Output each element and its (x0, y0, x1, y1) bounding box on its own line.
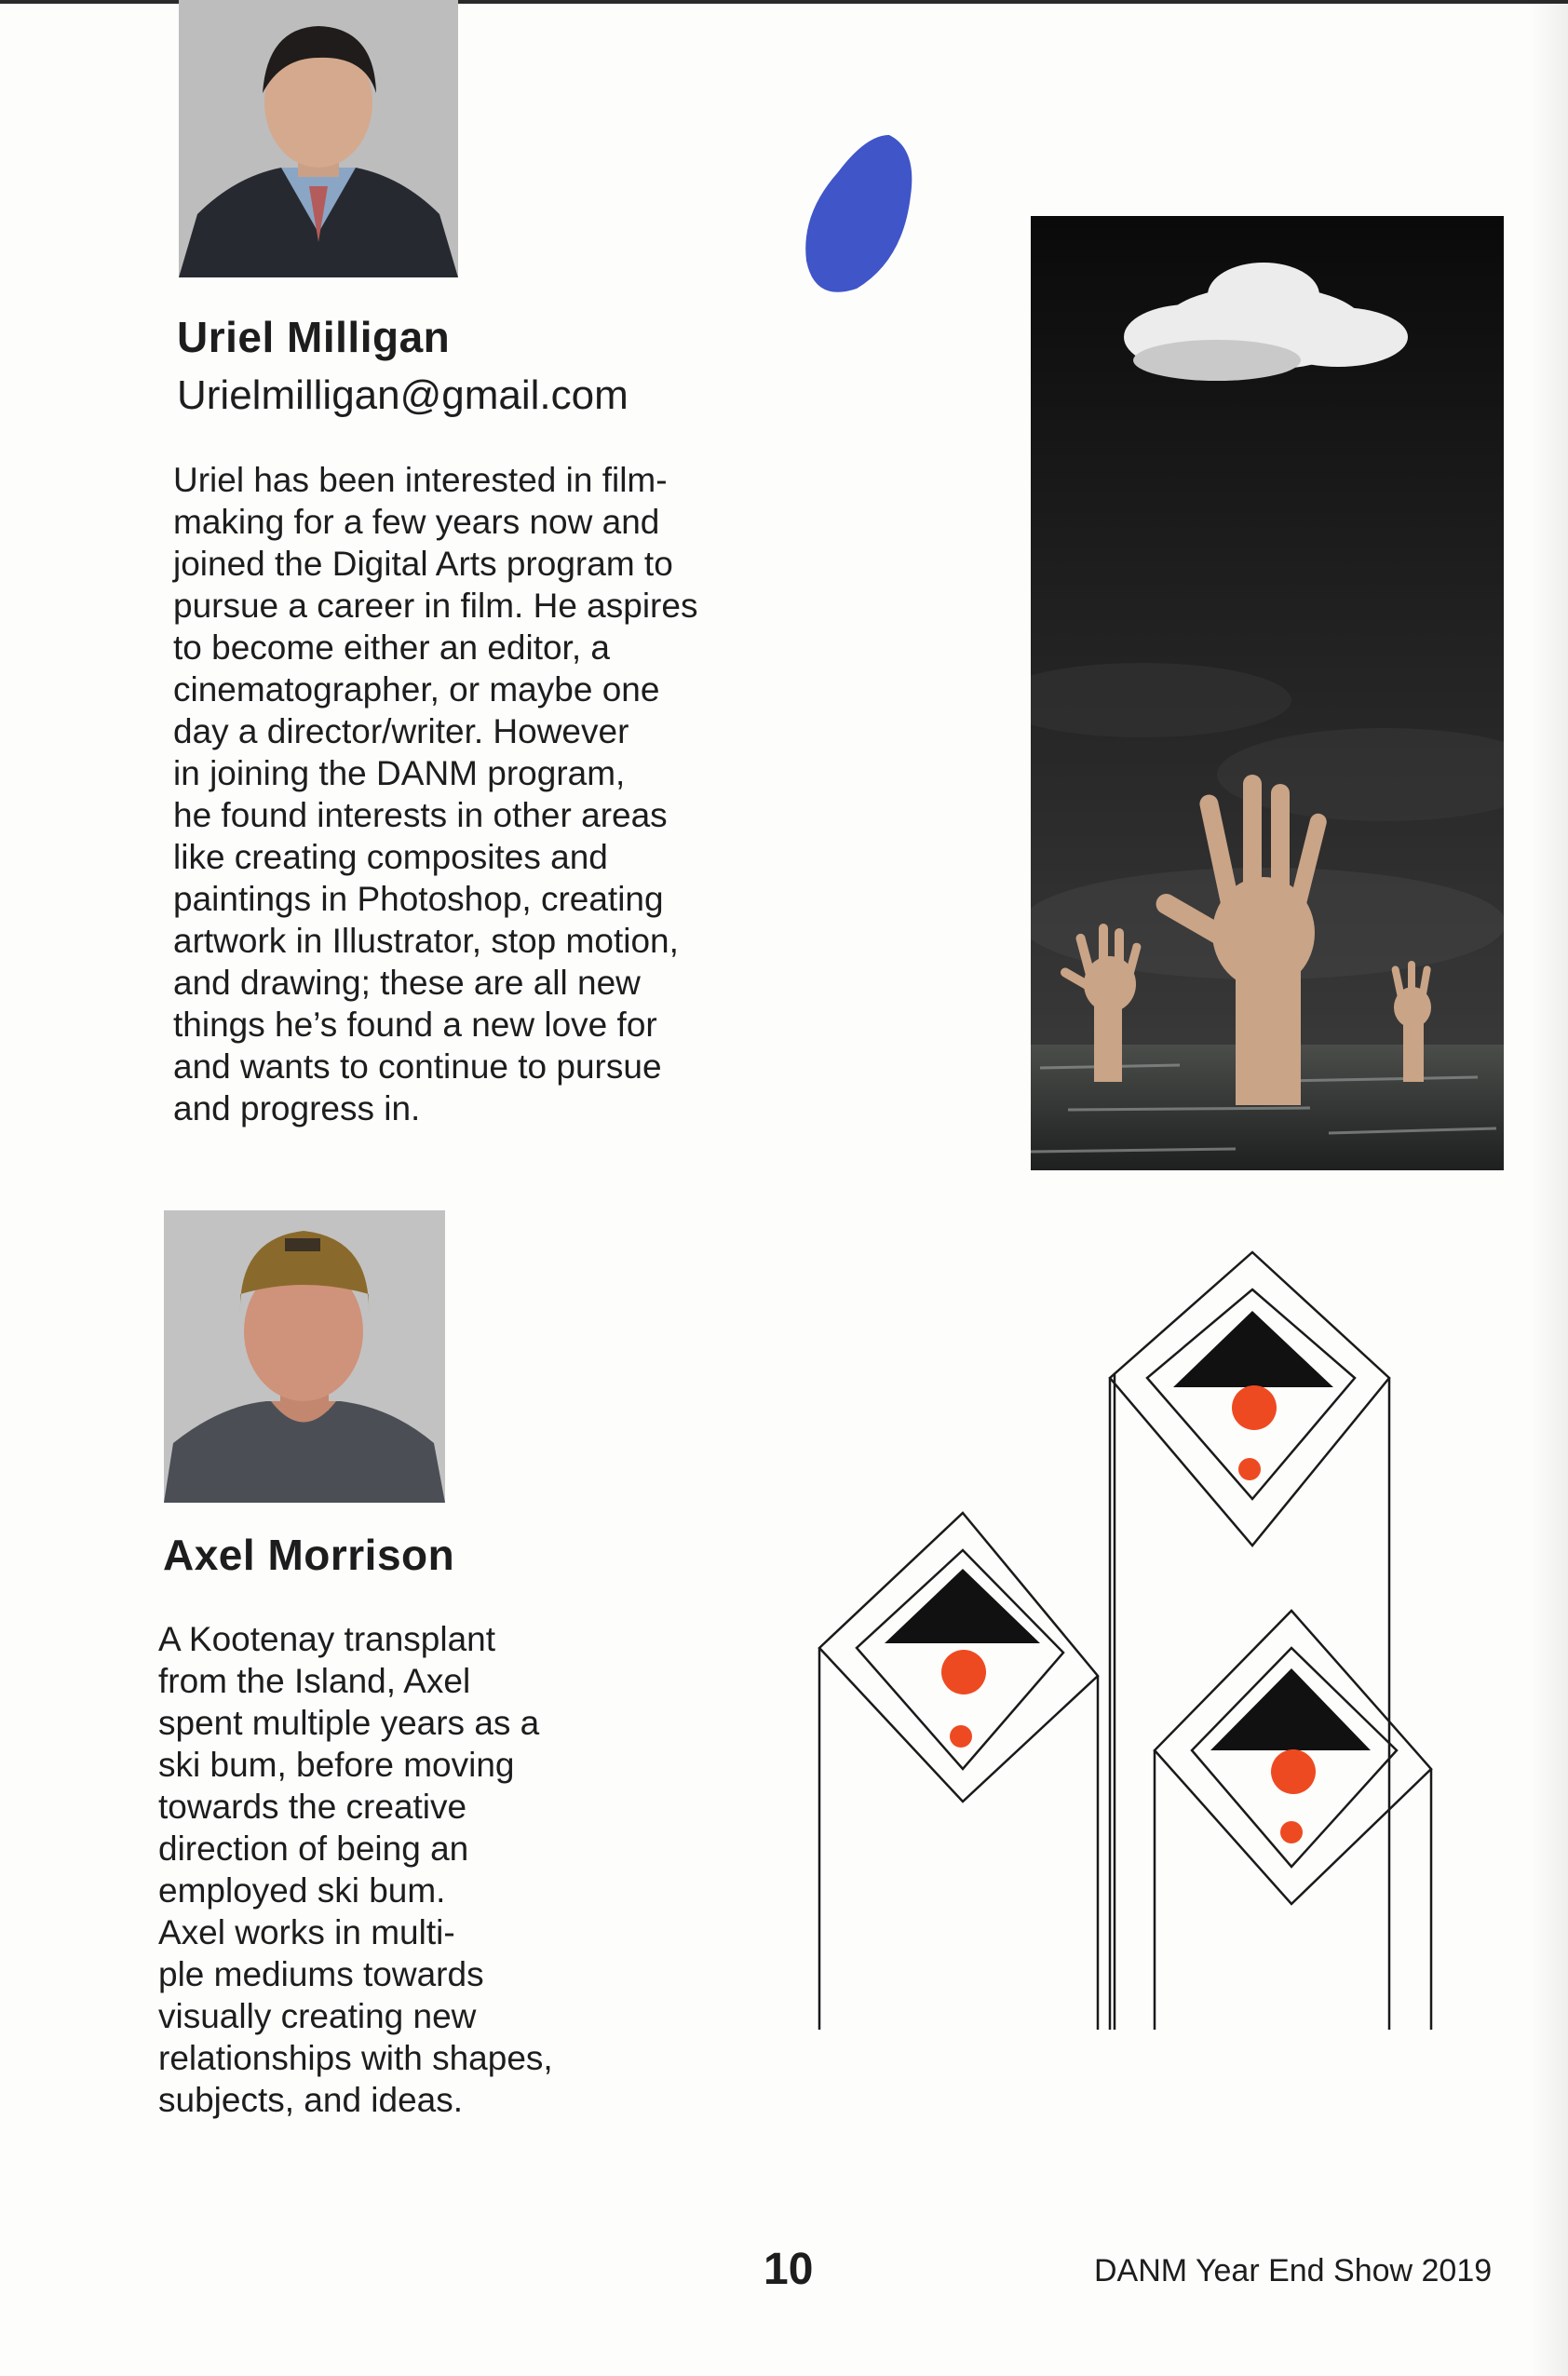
blue-droplet-shape (801, 130, 917, 298)
artist-name: Uriel Milligan (177, 313, 451, 361)
page-number: 10 (764, 2245, 814, 2294)
artist-name: Axel Morrison (163, 1531, 455, 1579)
artwork-hands-in-sea (1031, 216, 1504, 1170)
artwork-geometric-pillars (812, 1248, 1445, 2034)
artist-bio: A Kootenay transplant from the Island, Axel spent multiple years as a ski bum, before moving towards the creative direction of being an employed ski bum. Axel works in multi- ple mediums towards visually creating new relationships with shapes, subjects, and ideas. (158, 1620, 553, 2119)
page-binding-shadow (1531, 0, 1568, 2376)
publication-title: DANM Year End Show 2019 (1094, 2253, 1493, 2288)
artist-portrait-axel (164, 1210, 445, 1503)
artist-email: Urielmilligan@gmail.com (177, 372, 629, 418)
artist-portrait-uriel (179, 0, 458, 277)
artist-bio: Uriel has been interested in film- making for a few years now and joined the Digital Arts program to pursue a career in film. He aspires to become either an editor, a cinematographer, or maybe one day a director/writer. However in joining the DANM program, he found interests in other areas like creating composites and paintings in Photoshop, creating artwork in Illustrator, stop motion, and drawing; these are all new things he’s found a new love for and wants to continue to pursue and progress in. (173, 461, 698, 1127)
